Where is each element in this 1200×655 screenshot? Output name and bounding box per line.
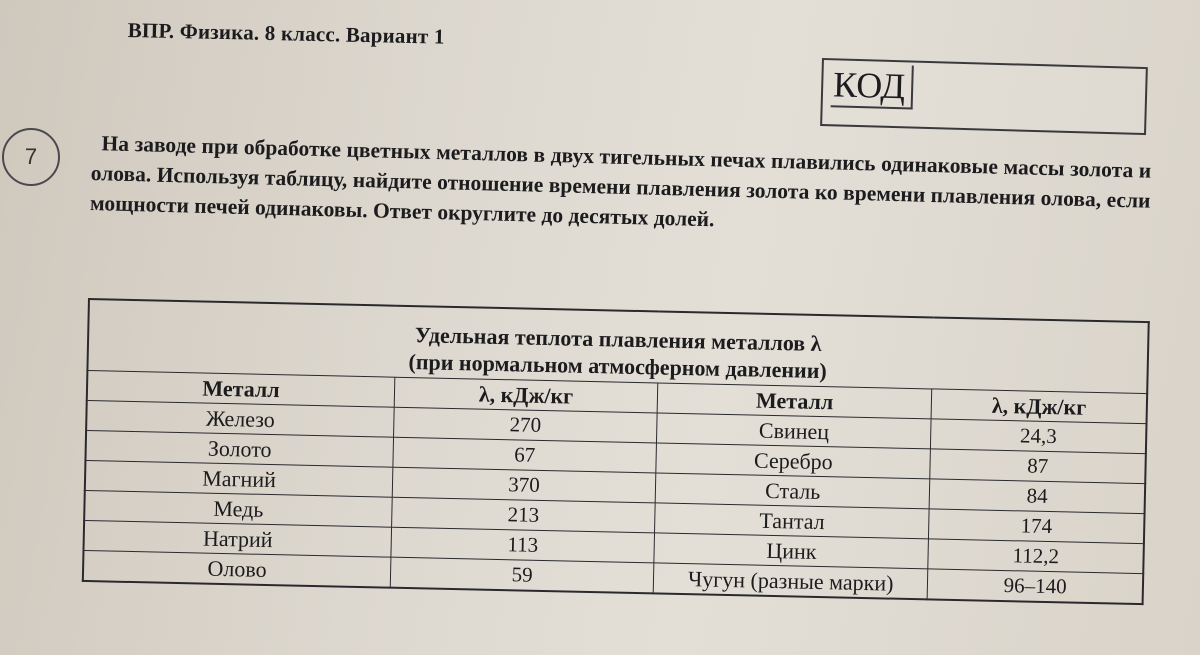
- cell-value: 112,2: [928, 539, 1144, 574]
- cell-value: 67: [393, 437, 657, 473]
- header-metal-1: Металл: [87, 371, 395, 408]
- cell-value: 96–140: [928, 569, 1144, 604]
- code-label: КОД: [831, 63, 914, 109]
- cell-metal: Железо: [86, 400, 394, 437]
- cell-value: 113: [391, 527, 655, 563]
- cell-metal: Серебро: [656, 443, 931, 479]
- cell-metal: Свинец: [657, 413, 932, 449]
- cell-value: 59: [390, 557, 654, 593]
- header-metal-2: Металл: [657, 383, 932, 419]
- metals-table-container: [82, 298, 1150, 605]
- task-number-badge: 7: [2, 128, 60, 186]
- cell-metal: Чугун (разные марки): [653, 563, 928, 599]
- cell-metal: Золото: [85, 430, 393, 467]
- page-header: ВПР. Физика. 8 класс. Вариант 1: [127, 18, 445, 49]
- metals-table: [82, 298, 1150, 605]
- task-question-text: На заводе при обработке цветных металлов в двух тигельных печах плавились одинаковые массы золота и олова. Используя таблицу, найдите отношение времени плавления золота ко времени плавления олова, если мощности печей одинаковы. Ответ округлите до десятых долей.: [89, 131, 1152, 232]
- cell-metal: Цинк: [654, 533, 929, 569]
- table-caption-line2: (при нормальном атмосферном давлении): [408, 349, 828, 384]
- cell-metal: Медь: [84, 490, 392, 527]
- cell-metal: Сталь: [655, 473, 930, 509]
- header-lambda-2: λ, кДж/кг: [931, 389, 1147, 424]
- table-caption-line1: Удельная теплота плавления металлов λ: [414, 322, 822, 357]
- header-lambda-1: λ, кДж/кг: [394, 377, 658, 413]
- cell-value: 84: [930, 479, 1146, 514]
- cell-value: 174: [929, 509, 1145, 544]
- cell-value: 370: [392, 467, 656, 503]
- cell-value: 24,3: [931, 419, 1147, 454]
- cell-value: 270: [394, 407, 658, 443]
- cell-metal: Натрий: [83, 520, 391, 557]
- cell-metal: Олово: [83, 550, 391, 587]
- cell-value: 87: [930, 449, 1146, 484]
- cell-metal: Магний: [85, 460, 393, 497]
- code-box[interactable]: [820, 58, 1148, 135]
- cell-metal: Тантал: [655, 503, 930, 539]
- cell-value: 213: [392, 497, 656, 533]
